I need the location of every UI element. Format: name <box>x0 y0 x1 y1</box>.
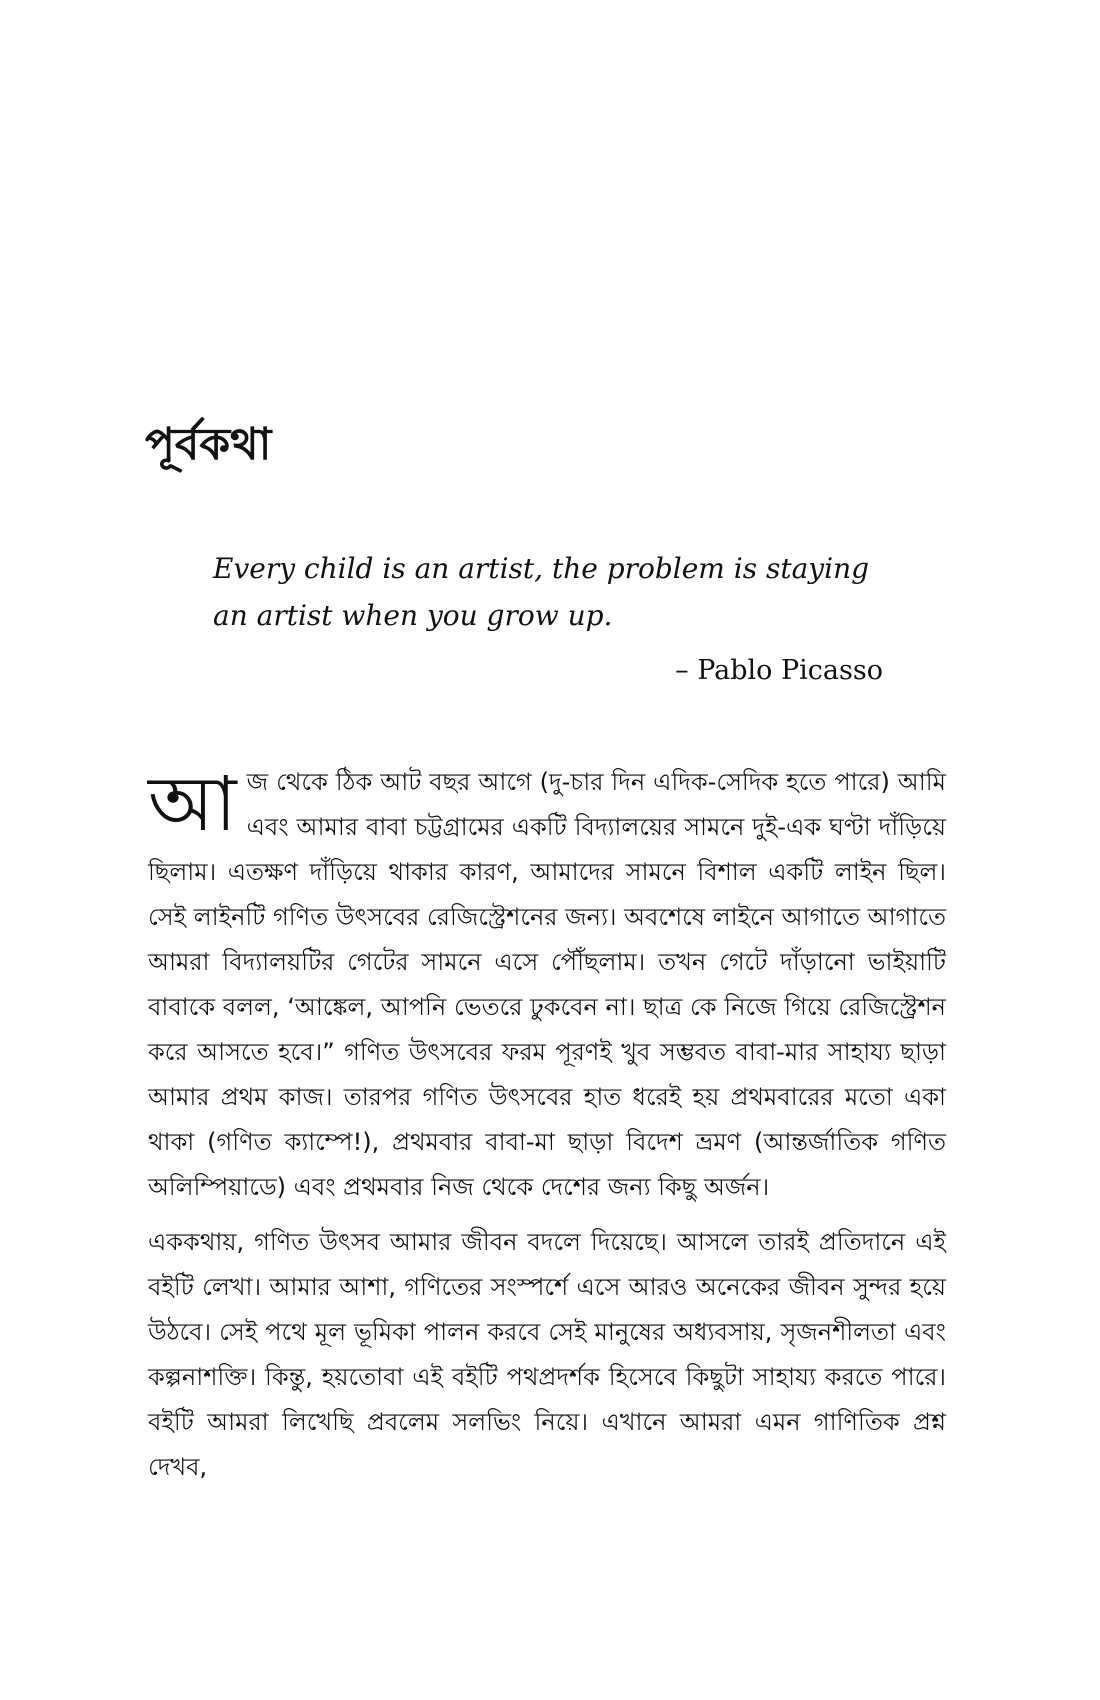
paragraph-2: এককথায়, গণিত উৎসব আমার জীবন বদলে দিয়েছে। আসলে তারই প্রতিদানে এই বইটি লেখা। আমার আশা, গণিতের সংস্পর্শে এসে আরও অনেকের জীবন সুন্দর হয়ে উঠবে। সেই পথে মূল ভূমিকা পালন করবে সেই মানুষের অধ্যবসায়, সৃজনশীলতা এবং কল্পনাশক্তি। কিন্তু, হয়তোবা এই বইটি পথপ্রদর্শক হিসেবে কিছুটা সাহায্য করতে পারে। বইটি আমরা লিখেছি প্রবলেম সলভিং নিয়ে। এখানে আমরা এমন গাণিতিক প্রশ্ন দেখব, <box>148 1228 946 1481</box>
paragraph-1 <box>148 760 946 1210</box>
epigraph <box>213 545 883 691</box>
paragraph-1-text: জ থেকে ঠিক আট বছর আগে (দু-চার দিন এদিক-সেদিক হতে পারে) আমি এবং আমার বাবা চট্টগ্রামের একটি বিদ্যালয়ের সামনে দুই-এক ঘণ্টা দাঁড়িয়ে ছিলাম। এতক্ষণ দাঁড়িয়ে থাকার কারণ, আমাদের সামনে বিশাল একটি লাইন ছিল। সেই লাইনটি গণিত উৎসবের রেজিস্ট্রেশনের জন্য। অবশেষে লাইনে আগাতে আগাতে আমরা বিদ্যালয়টির গেটের সামনে এসে পৌঁছলাম। তখন গেটে দাঁড়ানো ভাইয়াটি বাবাকে বলল, ‘আঙ্কেল, আপনি ভেতরে ঢুকবেন না। ছাত্র কে নিজে গিয়ে রেজিস্ট্রেশন করে আসতে হবে।” গণিত উৎসবের ফরম পূরণই খুব সম্ভবত বাবা-মার সাহায্য ছাড়া আমার প্রথম কাজ। তারপর গণিত উৎসবের হাত ধরেই হয় প্রথমবারের মতো একা থাকা (গণিত ক্যাম্পে!), প্রথমবার বাবা-মা ছাড়া বিদেশ ভ্রমণ (আন্তর্জাতিক গণিত অলিম্পিয়াডে) এবং প্রথমবার নিজ থেকে দেশের জন্য কিছু অর্জন। <box>148 768 946 1201</box>
epigraph-author: – Pablo Picasso <box>675 655 883 686</box>
drop-cap: আ <box>148 759 237 848</box>
chapter-title: পূর্বকথা <box>145 419 272 470</box>
body-text <box>148 760 946 1490</box>
epigraph-quote: Every child is an artist, the problem is staying an artist when you grow up. <box>213 552 870 632</box>
